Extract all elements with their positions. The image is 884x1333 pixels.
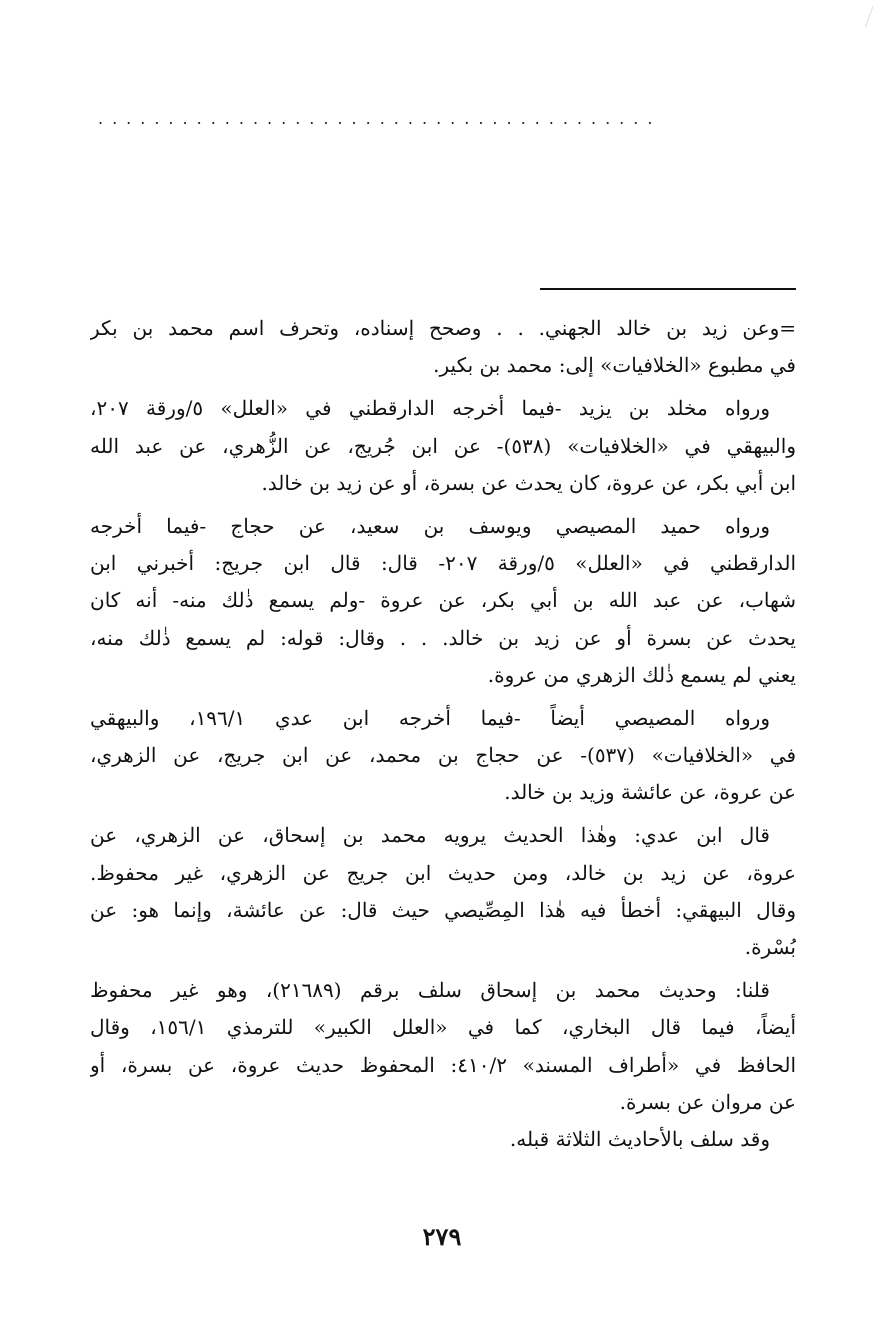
footnote-line: والبيهقي في «الخلافيات» (٥٣٨)- عن ابن جُريج، عن الزُّهري، عن عبد الله (90, 433, 796, 458)
footnote-line: يعني لم يسمع ذٰلك الزهري من عروة. (487, 662, 796, 687)
scan-mark (856, 3, 874, 27)
footnote-line: عن مروان عن بسرة. (619, 1089, 796, 1114)
dotted-separator: ........................................ (98, 112, 662, 126)
footnote-line: ورواه مخلد بن يزيد -فيما أخرجه الدارقطني في «العلل» ٥/ورقة ٢٠٧، (90, 396, 770, 421)
footnote-line: عن عروة، عن عائشة وزيد بن خالد. (504, 780, 796, 805)
footnote-rule (540, 288, 796, 290)
footnote-line: ابن أبي بكر، عن عروة، كان يحدث عن بسرة، أو عن زيد بن خالد. (261, 470, 796, 495)
footnote-line: بُسْرة. (744, 935, 796, 959)
footnote-line: أيضاً، فيما قال البخاري، كما في «العلل الكبير» للترمذي ١٥٦/١، وقال (90, 1015, 796, 1040)
footnote-line: شهاب، عن عبد الله بن أبي بكر، عن عروة -ولم يسمع ذٰلك منه- أنه كان (90, 588, 796, 613)
footnote-line: قلنا: وحديث محمد بن إسحاق سلف برقم (٢١٦٨٩)، وهو غير محفوظ (90, 978, 770, 1003)
footnote-line: وقد سلف بالأحاديث الثلاثة قبله. (509, 1126, 770, 1151)
footnote-line: =وعن زيد بن خالد الجهني. . . وصحح إسناده، وتحرف اسم محمد بن بكر (90, 316, 796, 340)
footnote-line: الدارقطني في «العلل» ٥/ورقة ٢٠٧- قال: قال ابن جريج: أخبرني ابن (90, 551, 796, 576)
footnote-line: يحدث عن بسرة أو عن زيد بن خالد. . . وقال: قوله: لم يسمع ذٰلك منه، (90, 625, 796, 650)
footnote-line: الحافظ في «أطراف المسند» ٤١٠/٢: المحفوظ حديث عروة، عن بسرة، أو (90, 1052, 796, 1077)
footnote-line: في مطبوع «الخلافيات» إلى: محمد بن بكير. (433, 353, 796, 378)
footnote-line: ورواه حميد المصيصي ويوسف بن سعيد، عن حجاج -فيما أخرجه (90, 513, 770, 538)
page-number: ٢٧٩ (422, 1222, 462, 1251)
footnote-line: وقال البيهقي: أخطأ فيه هٰذا المِصِّيصي حيث قال: عن عائشة، وإنما هو: عن (90, 897, 796, 922)
footnote-line: ورواه المصيصي أيضاً -فيما أخرجه ابن عدي ١٩٦/١، والبيهقي (90, 705, 770, 730)
footnotes (90, 310, 796, 1158)
footnote-line: عروة، عن زيد بن خالد، ومن حديث ابن جريج عن الزهري، غير محفوظ. (90, 860, 796, 885)
footnote-line: في «الخلافيات» (٥٣٧)- عن حجاج بن محمد، عن ابن جريج، عن الزهري، (90, 743, 796, 768)
footnote-line: قال ابن عدي: وهٰذا الحديث يرويه محمد بن إسحاق، عن الزهري، عن (90, 823, 770, 848)
